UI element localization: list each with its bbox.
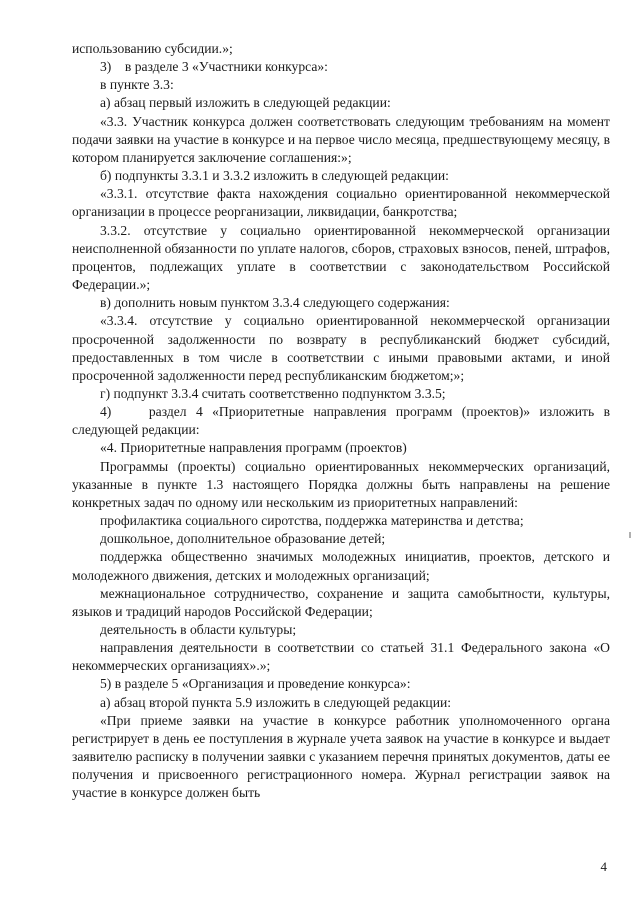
document-body: [72, 40, 610, 803]
paragraph: «3.3. Участник конкурса должен соответствовать следующим требованиям на момент подачи заявки на участие в конкурсе и на первое число месяца, предшествующему месяцу, в котором планируется заключение соглашения:»;: [72, 113, 610, 165]
paragraph: «4. Приоритетные направления программ (проектов): [100, 440, 407, 456]
page-number: 4: [600, 859, 607, 874]
paragraph: «При приеме заявки на участие в конкурсе работник уполномоченного органа регистрирует в день ее поступления в журнале учета заявок на участие в конкурсе и выдает заявителю расписку в получении заявки с указанием перечня принятых документов, даты ее получения и присвоенного регистрационного номера. Журнал регистрации заявок на участие в конкурсе должен быть: [72, 712, 610, 801]
paragraph: 3.3.2. отсутствие у социально ориентированной некоммерческой организации неисполненной обязанности по уплате налогов, сборов, страховых взносов, пеней, штрафов, процентов, подлежащих уплате в соответствии с законодательством Российской Федерации.»;: [72, 222, 610, 293]
paragraph: 3) в разделе 3 «Участники конкурса»:: [100, 59, 328, 75]
paragraph: деятельность в области культуры;: [100, 622, 297, 637]
paragraph: а) абзац первый изложить в следующей редакции:: [100, 95, 391, 111]
paragraph: «3.3.4. отсутствие у социально ориентированной некоммерческой организации просроченной задолженности по возврату в республиканский бюджет субсидий, предоставленных в том числе в соответствии с иными правовыми актами, и иной просроченной задолженности перед республиканским бюджетом;»;: [72, 313, 610, 383]
paragraph: в) дополнить новым пунктом 3.3.4 следующего содержания:: [100, 295, 450, 311]
paragraph: 5) в разделе 5 «Организация и проведение конкурса»:: [100, 676, 411, 692]
paragraph: в пункте 3.3:: [100, 77, 174, 93]
paragraph: г) подпункт 3.3.4 считать соответственно подпунктом 3.3.5;: [100, 385, 446, 401]
scan-artifact: [629, 532, 631, 538]
paragraph: поддержка общественно значимых молодежных инициатив, проектов, детского и молодежного движения, детских и молодежных организаций;: [72, 549, 610, 583]
paragraph: направления деятельности в соответствии со статьей 31.1 Федерального закона «О некоммерческих организациях».»;: [72, 640, 610, 674]
paragraph: а) абзац второй пункта 5.9 изложить в следующей редакции:: [100, 694, 452, 710]
paragraph: использованию субсидии.»;: [72, 41, 233, 56]
paragraph: б) подпункты 3.3.1 и 3.3.2 изложить в следующей редакции:: [100, 168, 449, 184]
paragraph: межнациональное сотрудничество, сохранение и защита самобытности, культуры, языков и традиций народов Российской Федерации;: [72, 585, 610, 619]
paragraph: Программы (проекты) социально ориентированных некоммерческих организаций, указанные в пункте 1.3 настоящего Порядка должны быть направлены на решение конкретных задач по одному или нескольким из приоритетных направлений:: [72, 458, 610, 510]
paragraph: 4) раздел 4 «Приоритетные направления программ (проектов)» изложить в следующей редакции:: [72, 404, 610, 438]
paragraph: дошкольное, дополнительное образование детей;: [100, 531, 386, 547]
paragraph: профилактика социального сиротства, поддержка материнства и детства;: [100, 513, 524, 529]
paragraph: «3.3.1. отсутствие факта нахождения социально ориентированной некоммерческой организации в процессе реорганизации, ликвидации, банкротства;: [72, 186, 610, 220]
